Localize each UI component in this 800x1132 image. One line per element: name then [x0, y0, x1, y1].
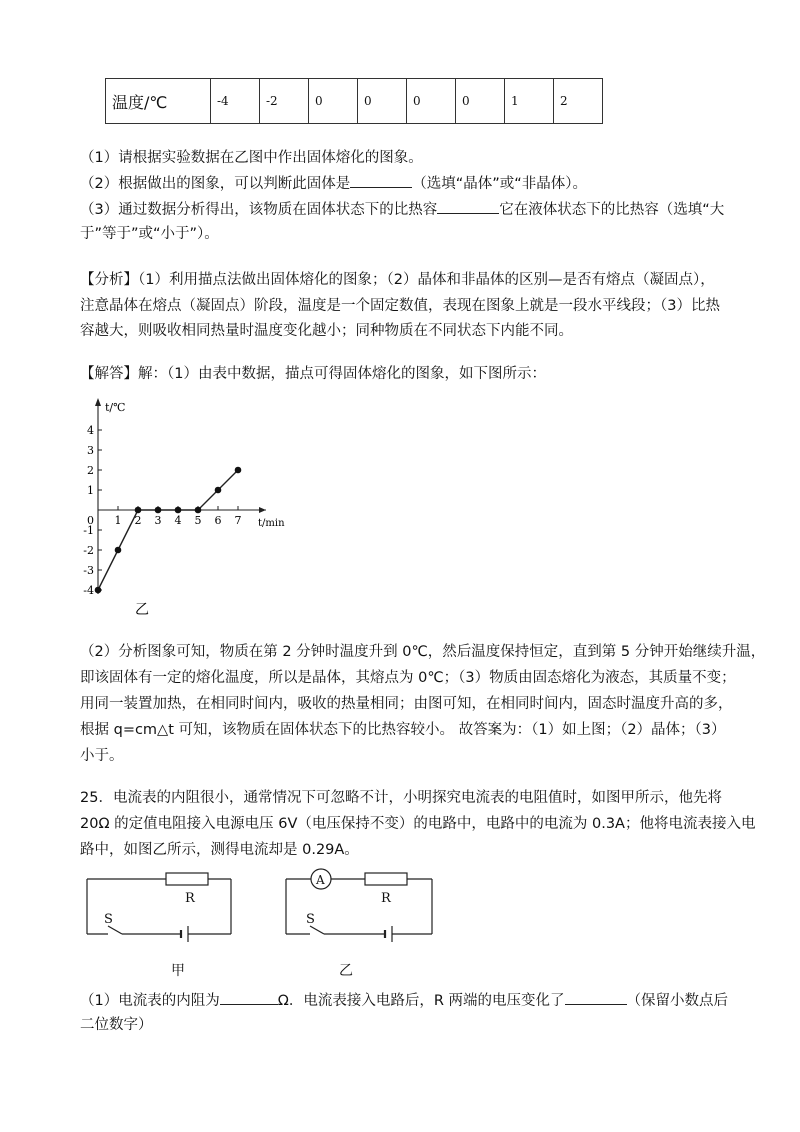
answer-blank[interactable]: [220, 990, 278, 1005]
answer-line: 用同一装置加热，在相同时间内，吸收的热量相同；由图可知，在相同时间内，固态时温度升高的多，: [80, 696, 733, 712]
switch-right-lever: [310, 926, 324, 934]
y-tick-label: 4: [87, 424, 94, 437]
table-cell: 0: [358, 79, 407, 124]
table-header-cell: 温度/℃: [106, 79, 211, 124]
table-cell: 0: [309, 79, 358, 124]
x-tick-label: 5: [194, 514, 202, 527]
data-point: [135, 507, 142, 514]
analysis-line: 【分析】（1）利用描点法做出固体熔化的图象；（2）晶体和非晶体的区别—是否有熔点（凝固点），: [80, 272, 715, 288]
problem-25-line: 20Ω 的定值电阻接入电源电压 6V（电压保持不变）的电路中，电路中的电流为 0.3A；他将电流表接入电: [80, 816, 756, 832]
temperature-table: [105, 78, 603, 124]
data-point: [155, 507, 162, 514]
answer-line: （2）分析图象可知，物质在第 2 分钟时温度升到 0℃，然后温度保持恒定，直到第 5 分钟开始继续升温，: [80, 644, 766, 660]
question-3-text-end: 它在液体状态下的比热容（选填“大: [499, 202, 725, 218]
question-text: Ω．电流表接入电路后，R 两端的电压变化了: [277, 993, 565, 1009]
table-row: [106, 79, 603, 124]
question-2-text-end: （选填“晶体”或“非晶体）。: [412, 176, 588, 192]
x-tick-label: 7: [234, 514, 242, 527]
data-point: [215, 487, 222, 494]
melting-graph: [80, 392, 320, 628]
answer-line: 即该固体有一定的熔化温度，所以是晶体，其熔点为 0℃；（3）物质由固态熔化为液态，其质量不变；: [80, 670, 736, 686]
problem-25-line: 25．电流表的内阻很小，通常情况下可忽略不计，小明探究电流表的电阻值时，如图甲所示，他先将: [80, 790, 722, 806]
question-3-cont: 于”等于”或“小于”）。: [80, 226, 219, 242]
table-cell: 0: [456, 79, 505, 124]
data-point: [175, 507, 182, 514]
analysis-line: 容越大，则吸收相同热量时温度变化越小；同种物质在不同状态下内能不同。: [80, 323, 573, 339]
melting-graph-svg: [80, 392, 320, 624]
circuit-right: [286, 869, 432, 942]
y-tick-label: -3: [83, 564, 94, 577]
answer-blank[interactable]: [565, 990, 627, 1005]
resistor-left: [166, 873, 208, 885]
problem-25-question-cont: 二位数字）: [80, 1017, 153, 1033]
question-text: （1）电流表的内阻为: [80, 993, 220, 1009]
y-axis-label: t/℃: [105, 401, 126, 414]
data-point: [235, 467, 242, 474]
y-tick-label: -4: [83, 584, 94, 597]
circuit-caption-right: 乙: [339, 963, 353, 979]
circuit-diagrams-svg: [80, 866, 460, 981]
x-tick-label: 4: [174, 514, 182, 527]
x-tick-label: 3: [154, 514, 162, 527]
data-point: [115, 547, 122, 554]
resistor-label: R: [185, 891, 195, 906]
table-cell: -4: [211, 79, 260, 124]
graph-caption: 乙: [135, 602, 149, 618]
resistor-label: R: [381, 891, 391, 906]
question-text: （保留小数点后: [626, 993, 728, 1009]
y-tick-label: 3: [87, 444, 94, 457]
answer-intro: 【解答】解：（1）由表中数据，描点可得固体熔化的图象，如下图所示：: [80, 366, 546, 382]
ammeter-label: A: [316, 873, 325, 887]
graph-axes: [95, 398, 266, 594]
y-tick-label: 1: [87, 484, 94, 497]
answer-line: 根据 q=cm△t 可知，该物质在固体状态下的比热容较小。 故答案为：（1）如上图；（2）晶体；（3）: [80, 722, 726, 738]
question-2: [80, 173, 587, 194]
table-cell: 2: [554, 79, 603, 124]
x-tick-label: 0: [87, 514, 94, 527]
table-cell: 0: [407, 79, 456, 124]
table-cell: -2: [260, 79, 309, 124]
question-2-text: （2）根据做出的图象，可以判断此固体是: [80, 176, 351, 192]
table-cell: 1: [505, 79, 554, 124]
y-tick-label: 2: [87, 464, 94, 477]
analysis-line: 注意晶体在熔点（凝固点）阶段，温度是一个固定数值，表现在图象上就是一段水平线段；（3）比热: [80, 298, 720, 314]
data-point: [195, 507, 202, 514]
question-3: [80, 199, 724, 220]
circuit-left: [87, 873, 231, 942]
circuit-caption-left: 甲: [171, 963, 185, 979]
x-tick-label: 2: [134, 514, 142, 527]
problem-25-line: 路中，如图乙所示，测得电流却是 0.29A。: [80, 842, 359, 858]
answer-blank[interactable]: [350, 173, 412, 188]
answer-line: 小于。: [80, 748, 124, 764]
resistor-right: [365, 873, 407, 885]
switch-label: S: [104, 912, 113, 927]
problem-25-question: [80, 990, 728, 1011]
switch-left-lever: [108, 926, 122, 934]
x-tick-label: 1: [114, 514, 122, 527]
circuit-diagrams: [80, 866, 460, 985]
x-axis-arrow: [259, 507, 266, 513]
y-tick-label: -1: [83, 524, 94, 537]
answer-blank[interactable]: [437, 199, 499, 214]
y-tick-label: -2: [83, 544, 94, 557]
data-point: [95, 587, 102, 594]
x-tick-label: 6: [214, 514, 222, 527]
switch-label: S: [306, 912, 315, 927]
question-3-text: （3）通过数据分析得出，该物质在固体状态下的比热容: [80, 202, 438, 218]
graph-series: [95, 467, 242, 594]
x-axis-label: t/min: [258, 518, 285, 529]
question-1: （1）请根据实验数据在乙图中作出固体熔化的图象。: [80, 150, 423, 166]
y-axis-arrow: [95, 398, 101, 406]
